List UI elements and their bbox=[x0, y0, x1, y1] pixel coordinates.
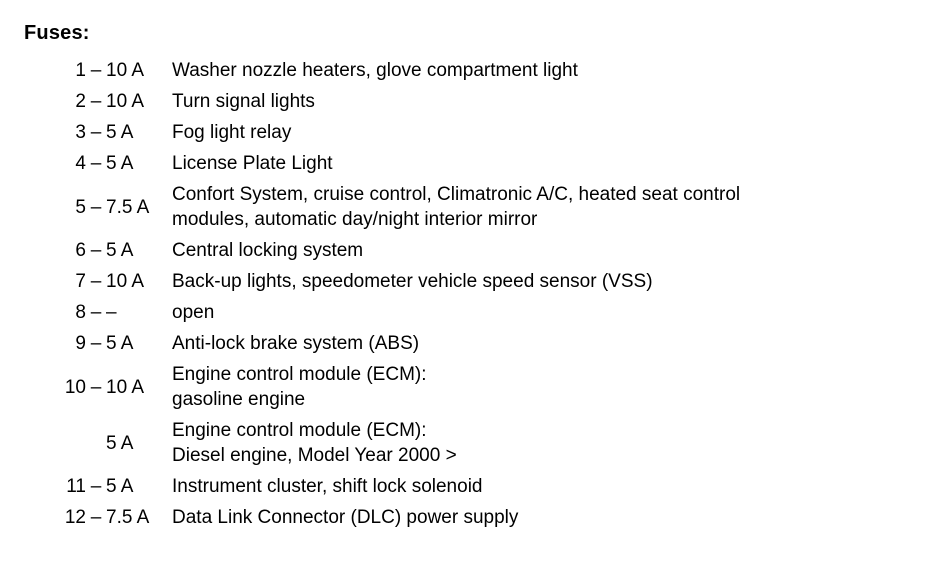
fuse-description bbox=[172, 471, 914, 502]
fuse-description-line: gasoline engine bbox=[172, 389, 306, 410]
fuse-separator: – bbox=[90, 153, 102, 174]
fuse-separator: – bbox=[90, 333, 102, 354]
fuse-description-line: Diesel engine, Model Year 2000 > bbox=[172, 445, 457, 466]
table-row bbox=[24, 502, 914, 533]
fuse-description bbox=[172, 266, 914, 297]
table-row bbox=[24, 415, 914, 471]
fuse-description-line: Data Link Connector (DLC) power supply bbox=[172, 507, 519, 528]
table-row bbox=[24, 471, 914, 502]
fuse-description bbox=[172, 235, 914, 266]
table-row bbox=[24, 235, 914, 266]
fuse-separator: – bbox=[90, 376, 102, 398]
fuse-description-line: Engine control module (ECM): bbox=[172, 420, 427, 441]
fuse-separator: – bbox=[90, 91, 102, 112]
table-row bbox=[24, 297, 914, 328]
fuse-separator bbox=[86, 415, 106, 471]
fuse-amperage: 10 A bbox=[106, 91, 145, 112]
fuse-number bbox=[24, 415, 86, 471]
fuse-separator: – bbox=[90, 302, 102, 323]
fuse-description-line: Instrument cluster, shift lock solenoid bbox=[172, 476, 483, 497]
fuse-description-line: Central locking system bbox=[172, 240, 364, 261]
fuse-number: 11 bbox=[66, 476, 86, 497]
table-row bbox=[24, 359, 914, 415]
fuse-amperage: 10 A bbox=[106, 376, 145, 398]
fuse-description-line: Turn signal lights bbox=[172, 91, 315, 112]
fuse-table-body bbox=[24, 55, 914, 533]
fuse-description bbox=[172, 179, 914, 235]
table-row bbox=[24, 266, 914, 297]
fuse-number: 2 bbox=[75, 91, 86, 112]
fuse-amperage: 5 A bbox=[106, 476, 134, 497]
fuse-number: 7 bbox=[75, 271, 86, 292]
fuse-number: 8 bbox=[75, 302, 86, 323]
fuse-number: 1 bbox=[75, 60, 86, 81]
fuse-amperage: 7.5 A bbox=[106, 196, 150, 218]
fuse-separator: – bbox=[90, 240, 102, 261]
fuse-description bbox=[172, 55, 914, 86]
fuse-amperage: 7.5 A bbox=[106, 507, 150, 528]
fuse-separator: – bbox=[90, 60, 102, 81]
fuse-description-line: Confort System, cruise control, Climatronic A/C, heated seat control bbox=[172, 184, 741, 205]
fuse-amperage: – bbox=[106, 302, 117, 323]
fuse-description bbox=[172, 415, 914, 471]
fuse-amperage: 5 A bbox=[106, 122, 134, 143]
fuse-description-line: Engine control module (ECM): bbox=[172, 364, 427, 385]
fuse-amperage: 5 A bbox=[106, 240, 134, 261]
fuse-separator: – bbox=[90, 476, 102, 497]
fuse-description-line: Back-up lights, speedometer vehicle speed sensor (VSS) bbox=[172, 271, 653, 292]
fuse-description-line: Fog light relay bbox=[172, 122, 292, 143]
fuse-amperage: 10 A bbox=[106, 60, 145, 81]
fuse-amperage: 10 A bbox=[106, 271, 145, 292]
fuse-table bbox=[24, 55, 914, 533]
fuse-description bbox=[172, 297, 914, 328]
fuse-description bbox=[172, 502, 914, 533]
fuse-description-line: Anti-lock brake system (ABS) bbox=[172, 333, 420, 354]
fuse-separator: – bbox=[90, 271, 102, 292]
fuse-amperage: 5 A bbox=[106, 153, 134, 174]
fuse-description bbox=[172, 117, 914, 148]
table-row bbox=[24, 179, 914, 235]
fuse-description bbox=[172, 359, 914, 415]
fuse-amperage: 5 A bbox=[106, 333, 134, 354]
fuse-number: 6 bbox=[75, 240, 86, 261]
fuse-description bbox=[172, 148, 914, 179]
fuse-description bbox=[172, 86, 914, 117]
fuse-number: 5 bbox=[75, 196, 86, 218]
fuse-number: 12 bbox=[64, 507, 86, 528]
table-row bbox=[24, 117, 914, 148]
fuse-number: 9 bbox=[75, 333, 86, 354]
fuse-separator: – bbox=[90, 196, 102, 218]
fuse-number: 3 bbox=[75, 122, 86, 143]
fuse-description-line: open bbox=[172, 302, 215, 323]
fuse-separator: – bbox=[90, 507, 102, 528]
fuse-amperage: 5 A bbox=[106, 432, 134, 454]
fuse-description bbox=[172, 328, 914, 359]
table-row bbox=[24, 328, 914, 359]
fuse-number: 4 bbox=[75, 153, 86, 174]
table-row bbox=[24, 55, 914, 86]
fuse-number: 10 bbox=[64, 376, 86, 398]
table-row bbox=[24, 148, 914, 179]
fuse-separator: – bbox=[90, 122, 102, 143]
fuse-description-line: modules, automatic day/night interior mirror bbox=[172, 209, 538, 230]
fuse-description-line: Washer nozzle heaters, glove compartment light bbox=[172, 60, 578, 81]
table-row bbox=[24, 86, 914, 117]
fuse-description-line: License Plate Light bbox=[172, 153, 333, 174]
page-title: Fuses: bbox=[24, 22, 90, 44]
